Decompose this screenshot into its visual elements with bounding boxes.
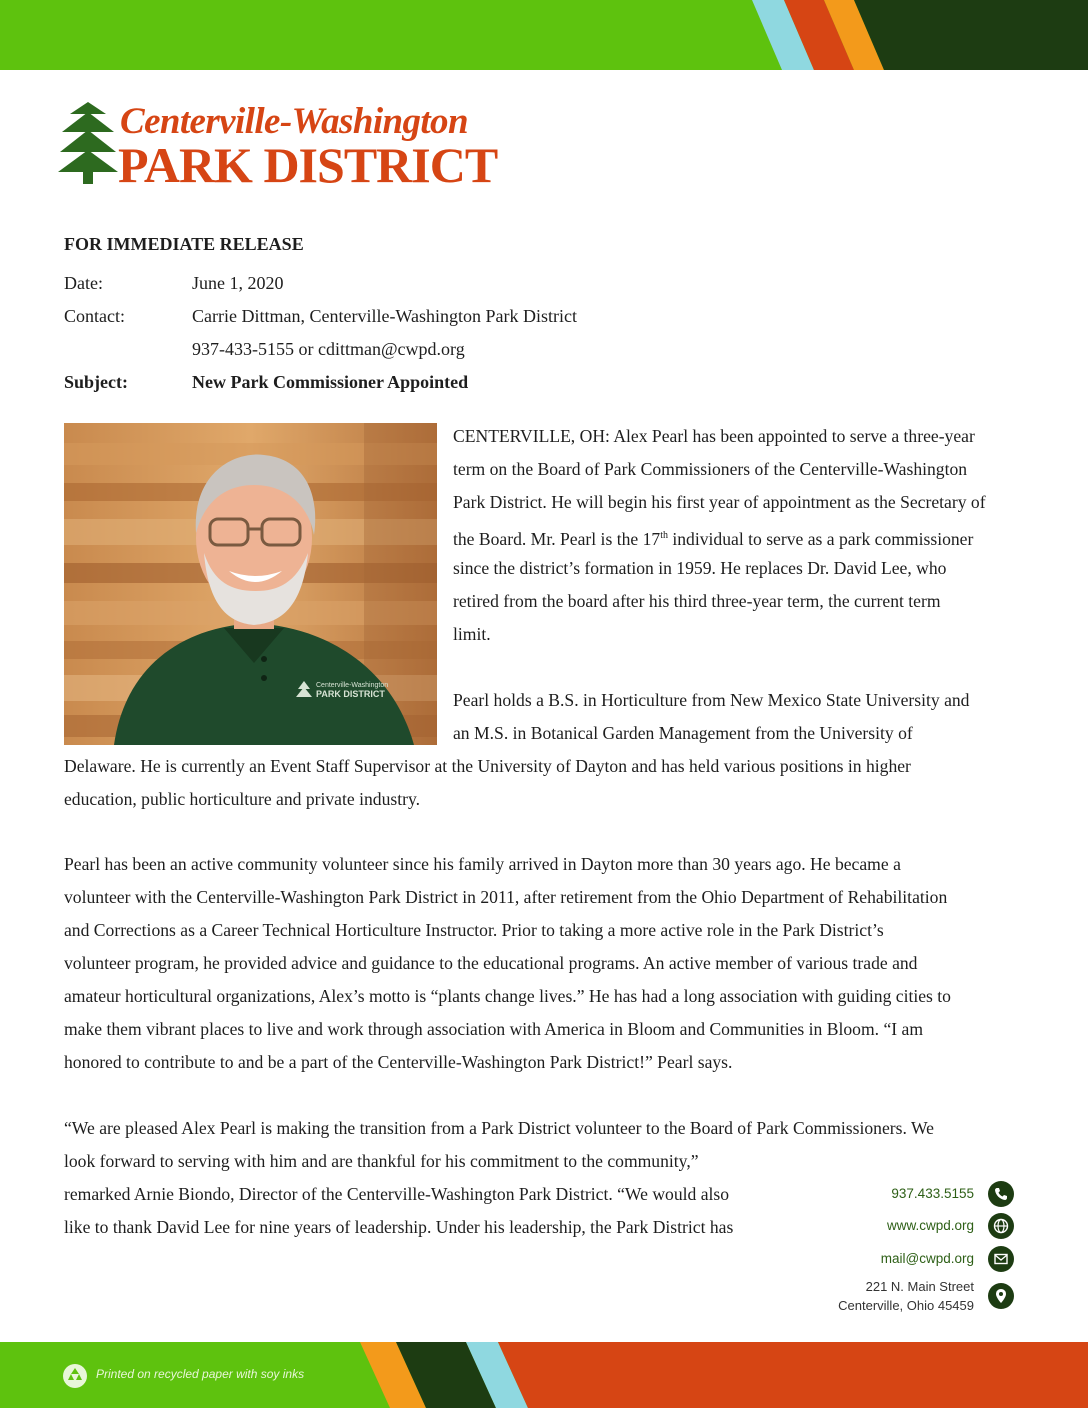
text-line: volunteer program, he provided advice and guidance to the educational programs. An active member of various trade and bbox=[64, 953, 918, 973]
text-line: education, public horticulture and private industry. bbox=[64, 789, 421, 809]
phone-icon bbox=[988, 1181, 1014, 1207]
contact-label: Contact: bbox=[64, 306, 125, 326]
text-line: Pearl holds a B.S. in Horticulture from New Mexico State University and bbox=[453, 690, 970, 710]
text-line: volunteer with the Centerville-Washington Park District in 2011, after retirement from the Ohio Department of Rehabilitation bbox=[64, 887, 948, 907]
mail-icon bbox=[988, 1246, 1014, 1272]
text-line: term on the Board of Park Commissioners of the Centerville-Washington bbox=[453, 459, 968, 479]
release-heading: FOR IMMEDIATE RELEASE bbox=[64, 234, 304, 254]
address-line2: Centerville, Ohio 45459 bbox=[838, 1298, 974, 1313]
globe-icon bbox=[988, 1213, 1014, 1239]
recycle-icon bbox=[62, 1363, 88, 1389]
text-line: retired from the board after his third three-year term, the current term bbox=[453, 591, 941, 611]
text-line: look forward to serving with him and are thankful for his commitment to the community,” bbox=[64, 1151, 699, 1171]
text-line: amateur horticultural organizations, Alex’s motto is “plants change lives.” He has had a long association with guiding cities to bbox=[64, 986, 951, 1006]
text-line: make them vibrant places to live and work through association with America in Bloom and Communities in Bloom. “I am bbox=[64, 1019, 924, 1039]
text-line: the Board. Mr. Pearl is the 17th individual to serve as a park commissioner bbox=[453, 528, 974, 549]
logo-name-line2: PARK DISTRICT bbox=[118, 137, 498, 193]
subject-value: New Park Commissioner Appointed bbox=[192, 372, 469, 392]
text-line: Pearl has been an active community volunteer since his family arrived in Dayton more than 30 years ago. He became a bbox=[64, 854, 901, 874]
commissioner-photo bbox=[64, 423, 437, 745]
text-line: limit. bbox=[453, 624, 491, 644]
contact-value: Carrie Dittman, Centerville-Washington Park District bbox=[192, 306, 577, 326]
logo-name-line1: Centerville-Washington bbox=[120, 101, 468, 142]
text-line: honored to contribute to and be a part of the Centerville-Washington Park District!” Pearl says. bbox=[64, 1052, 733, 1072]
text-line: and Corrections as a Career Technical Horticulture Instructor. Prior to taking a more active role in the Park District’s bbox=[64, 920, 884, 940]
date-value: June 1, 2020 bbox=[192, 273, 284, 293]
subject-label: Subject: bbox=[64, 372, 128, 392]
website-link[interactable]: www.cwpd.org bbox=[886, 1218, 974, 1233]
text-line: since the district’s formation in 1959. He replaces Dr. David Lee, who bbox=[453, 558, 947, 578]
park-district-logo bbox=[58, 100, 528, 193]
address-line1: 221 N. Main Street bbox=[865, 1279, 974, 1294]
text-line: remarked Arnie Biondo, Director of the Centerville-Washington Park District. “We would also bbox=[64, 1184, 730, 1204]
text-line: Park District. He will begin his first year of appointment as the Secretary of bbox=[453, 492, 986, 512]
shirt-logo-text: Centerville-Washington PARK DISTRICT bbox=[316, 682, 389, 699]
text-line: an M.S. in Botanical Garden Management from the University of bbox=[453, 723, 913, 743]
phone-number: 937.433.5155 bbox=[891, 1186, 974, 1201]
date-label: Date: bbox=[64, 273, 103, 293]
location-pin-icon bbox=[988, 1283, 1014, 1309]
tree-logo-icon bbox=[58, 102, 118, 186]
recycled-paper-note: Printed on recycled paper with soy inks bbox=[96, 1367, 305, 1381]
text-line: like to thank David Lee for nine years of leadership. Under his leadership, the Park District has bbox=[64, 1217, 734, 1237]
contact-value-line2: 937-433-5155 or cdittman@cwpd.org bbox=[192, 339, 465, 359]
email-link[interactable]: mail@cwpd.org bbox=[880, 1251, 974, 1266]
text-line: CENTERVILLE, OH: Alex Pearl has been appointed to serve a three-year bbox=[453, 426, 975, 446]
text-line: Delaware. He is currently an Event Staff Supervisor at the University of Dayton and has held various positions in higher bbox=[64, 756, 911, 776]
text-line: “We are pleased Alex Pearl is making the transition from a Park District volunteer to the Board of Park Commissioners. We bbox=[64, 1118, 934, 1138]
header-color-band bbox=[0, 0, 1088, 70]
